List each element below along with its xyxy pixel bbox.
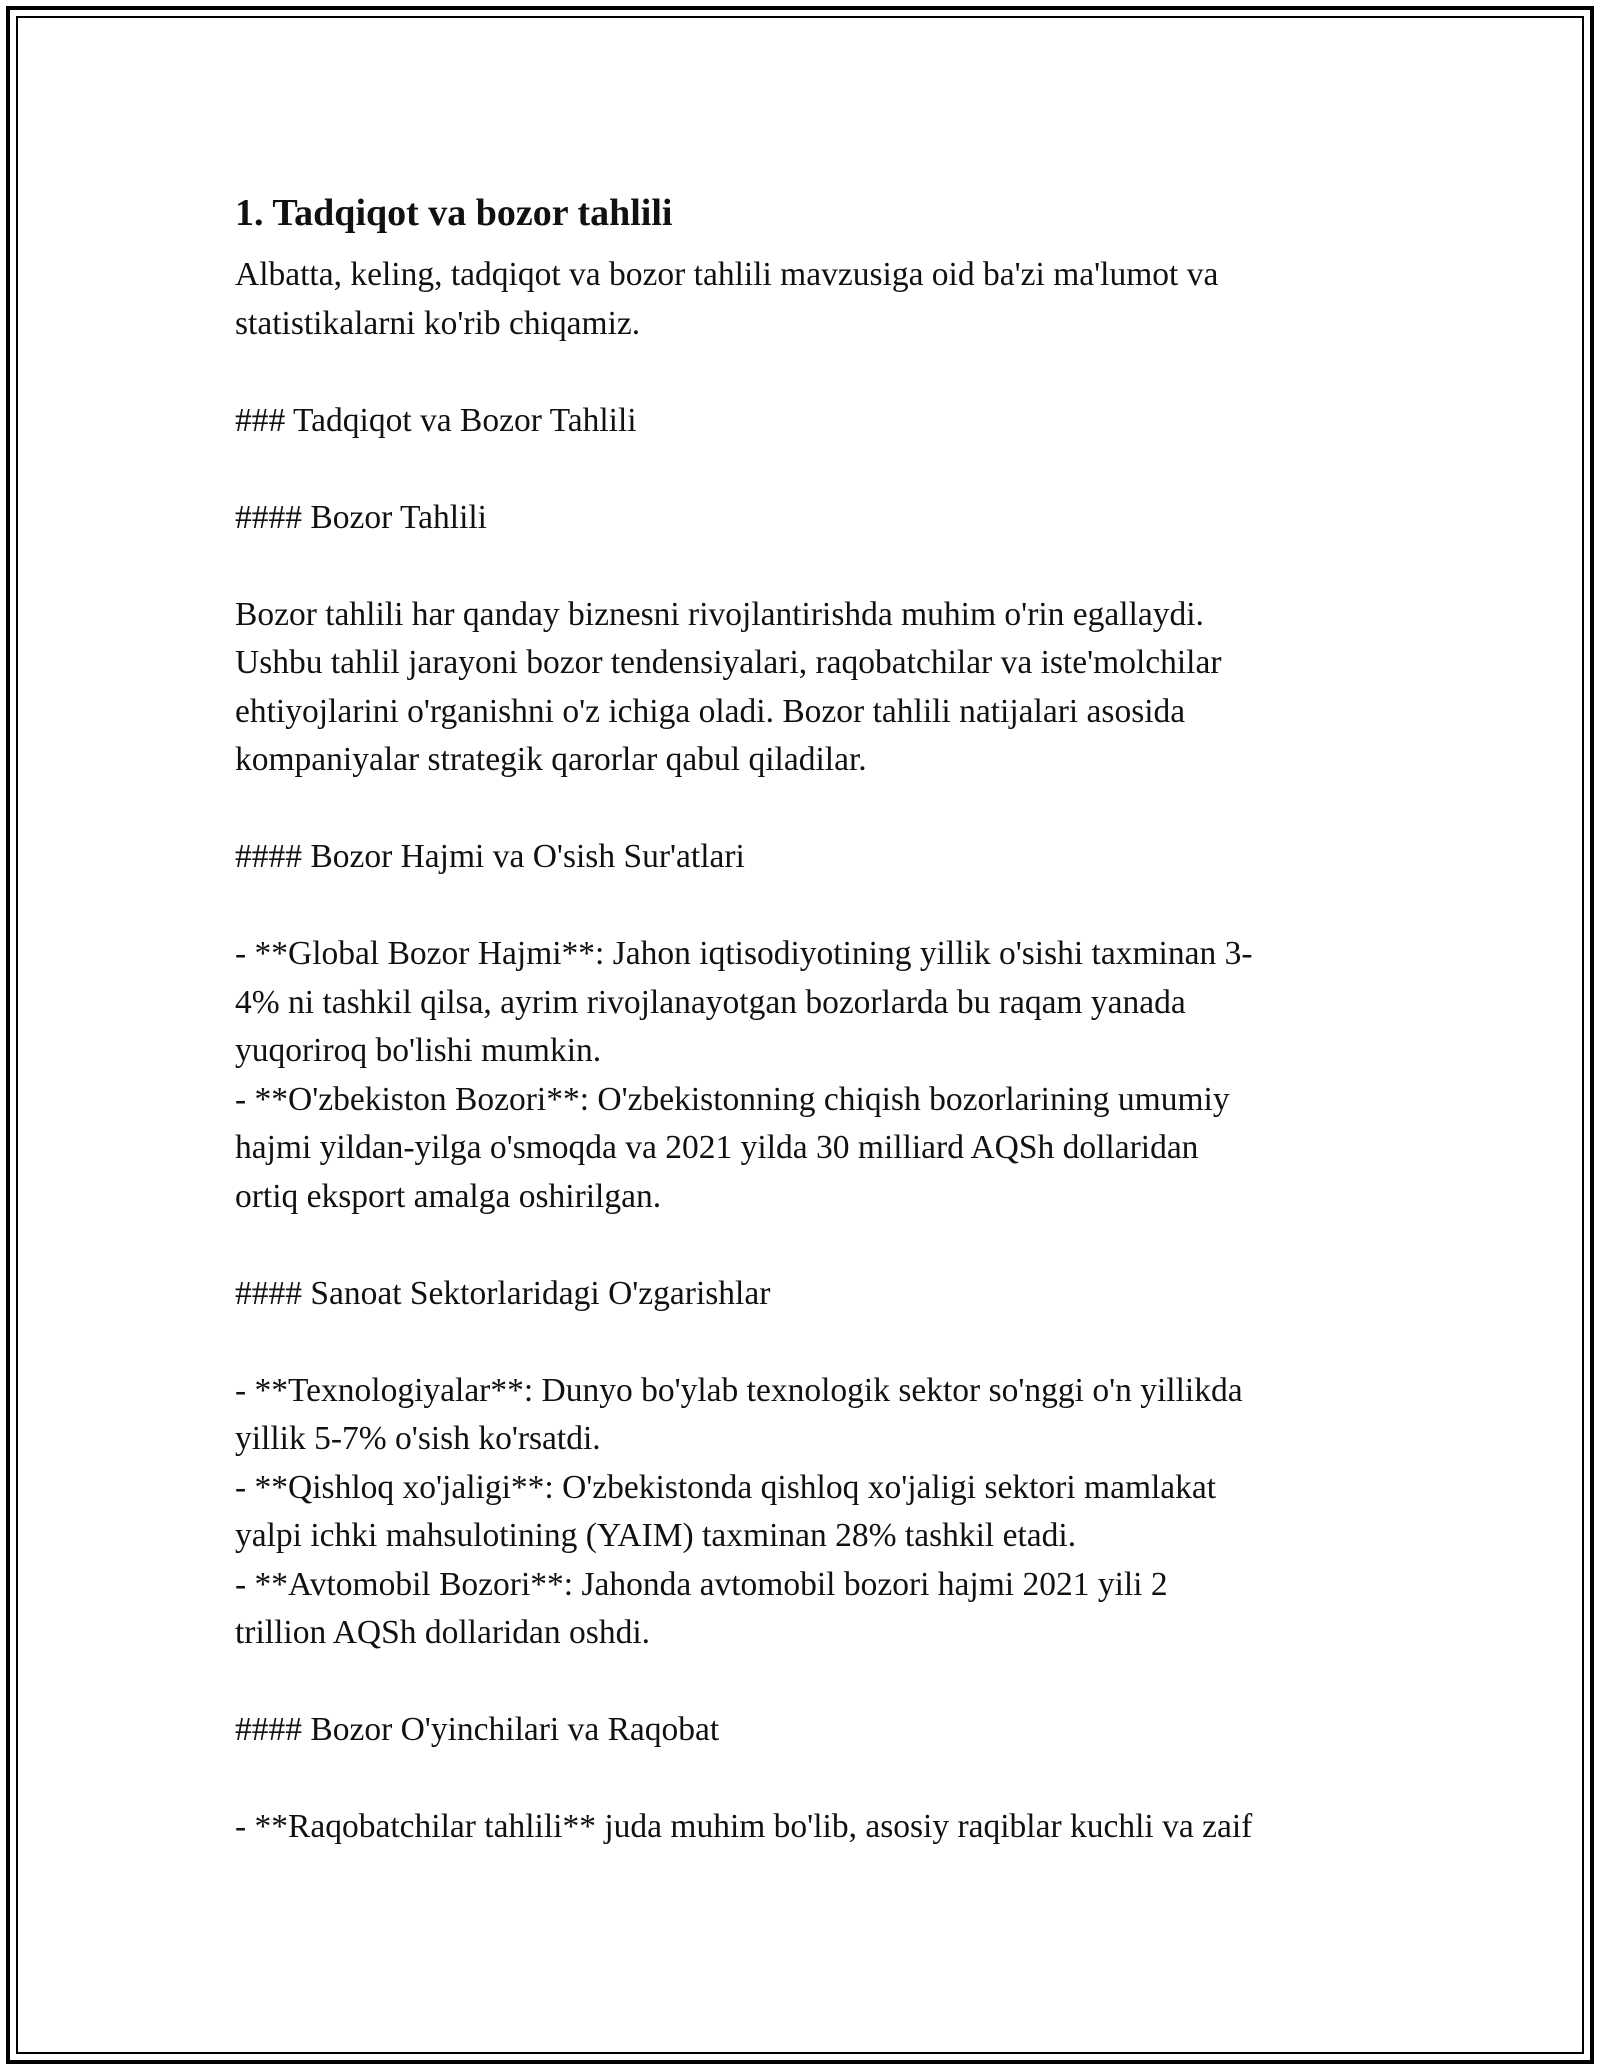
subsection-heading: #### Bozor Hajmi va O'sish Sur'atlari [235,838,745,875]
spacer [235,348,1375,397]
spacer [235,445,1375,494]
market-size-list: - **Global Bozor Hajmi**: Jahon iqtisodiyotining yillik o'sishi taxminan 3- 4% ni tashkil qilsa, ayrim rivojlanayotgan bozorlarda bu raqam yanada yuqoriroq bo'lishi mumkin. - **O'zbekiston Bozori**: O'zbekistonning chiqish bozorlarining umumiy hajmi yildan-yilga o'smoqda va 2021 yilda 30 milliard AQSh dollaridan ortiq eksport amalga oshirilgan. [235,935,1253,1215]
spacer [235,1221,1375,1270]
spacer [235,1318,1375,1367]
subsection-heading: #### Bozor Tahlili [235,498,487,536]
spacer [235,785,1375,834]
spacer [235,1658,1375,1707]
document-body [235,185,1375,1852]
section-heading: ### Tadqiqot va Bozor Tahlili [235,401,637,439]
market-analysis-paragraph: Bozor tahlili har qanday biznesni rivojlantirishda muhim o'rin egallaydi. Ushbu tahlil jarayoni bozor tendensiyalari, raqobatchilar va iste'molchilar ehtiyojlarini o'rganishni o'z ichiga oladi. Bozor tahlili natijalari asosida kompaniyalar strategik qarorlar qabul qiladilar. [235,595,1222,778]
sector-changes-list: - **Texnologiyalar**: Dunyo bo'ylab texnologik sektor so'nggi o'n yillikda yillik 5-7% o'sish ko'rsatdi. - **Qishloq xo'jaligi**: O'zbekistonda qishloq xo'jaligi sektori mamlakat yalpi ichki mahsulotining (YAIM) taxminan 28% tashkil etadi. - **Avtomobil Bozori**: Jahonda avtomobil bozori hajmi 2021 yili 2 trillion AQSh dollaridan oshdi. [235,1371,1243,1651]
spacer [235,542,1375,591]
document-title: 1. Tadqiqot va bozor tahlili [235,192,673,234]
competition-list: - **Raqobatchilar tahlili** juda muhim bo'lib, asosiy raqiblar kuchli va zaif [235,1808,1253,1845]
subsection-heading: #### Bozor O'yinchilari va Raqobat [235,1711,720,1748]
spacer [235,1755,1375,1804]
subsection-heading: #### Sanoat Sektorlaridagi O'zgarishlar [235,1274,771,1312]
spacer [235,882,1375,931]
intro-paragraph: Albatta, keling, tadqiqot va bozor tahlili mavzusiga oid ba'zi ma'lumot va statistikalarni ko'rib chiqamiz. [235,256,1219,342]
